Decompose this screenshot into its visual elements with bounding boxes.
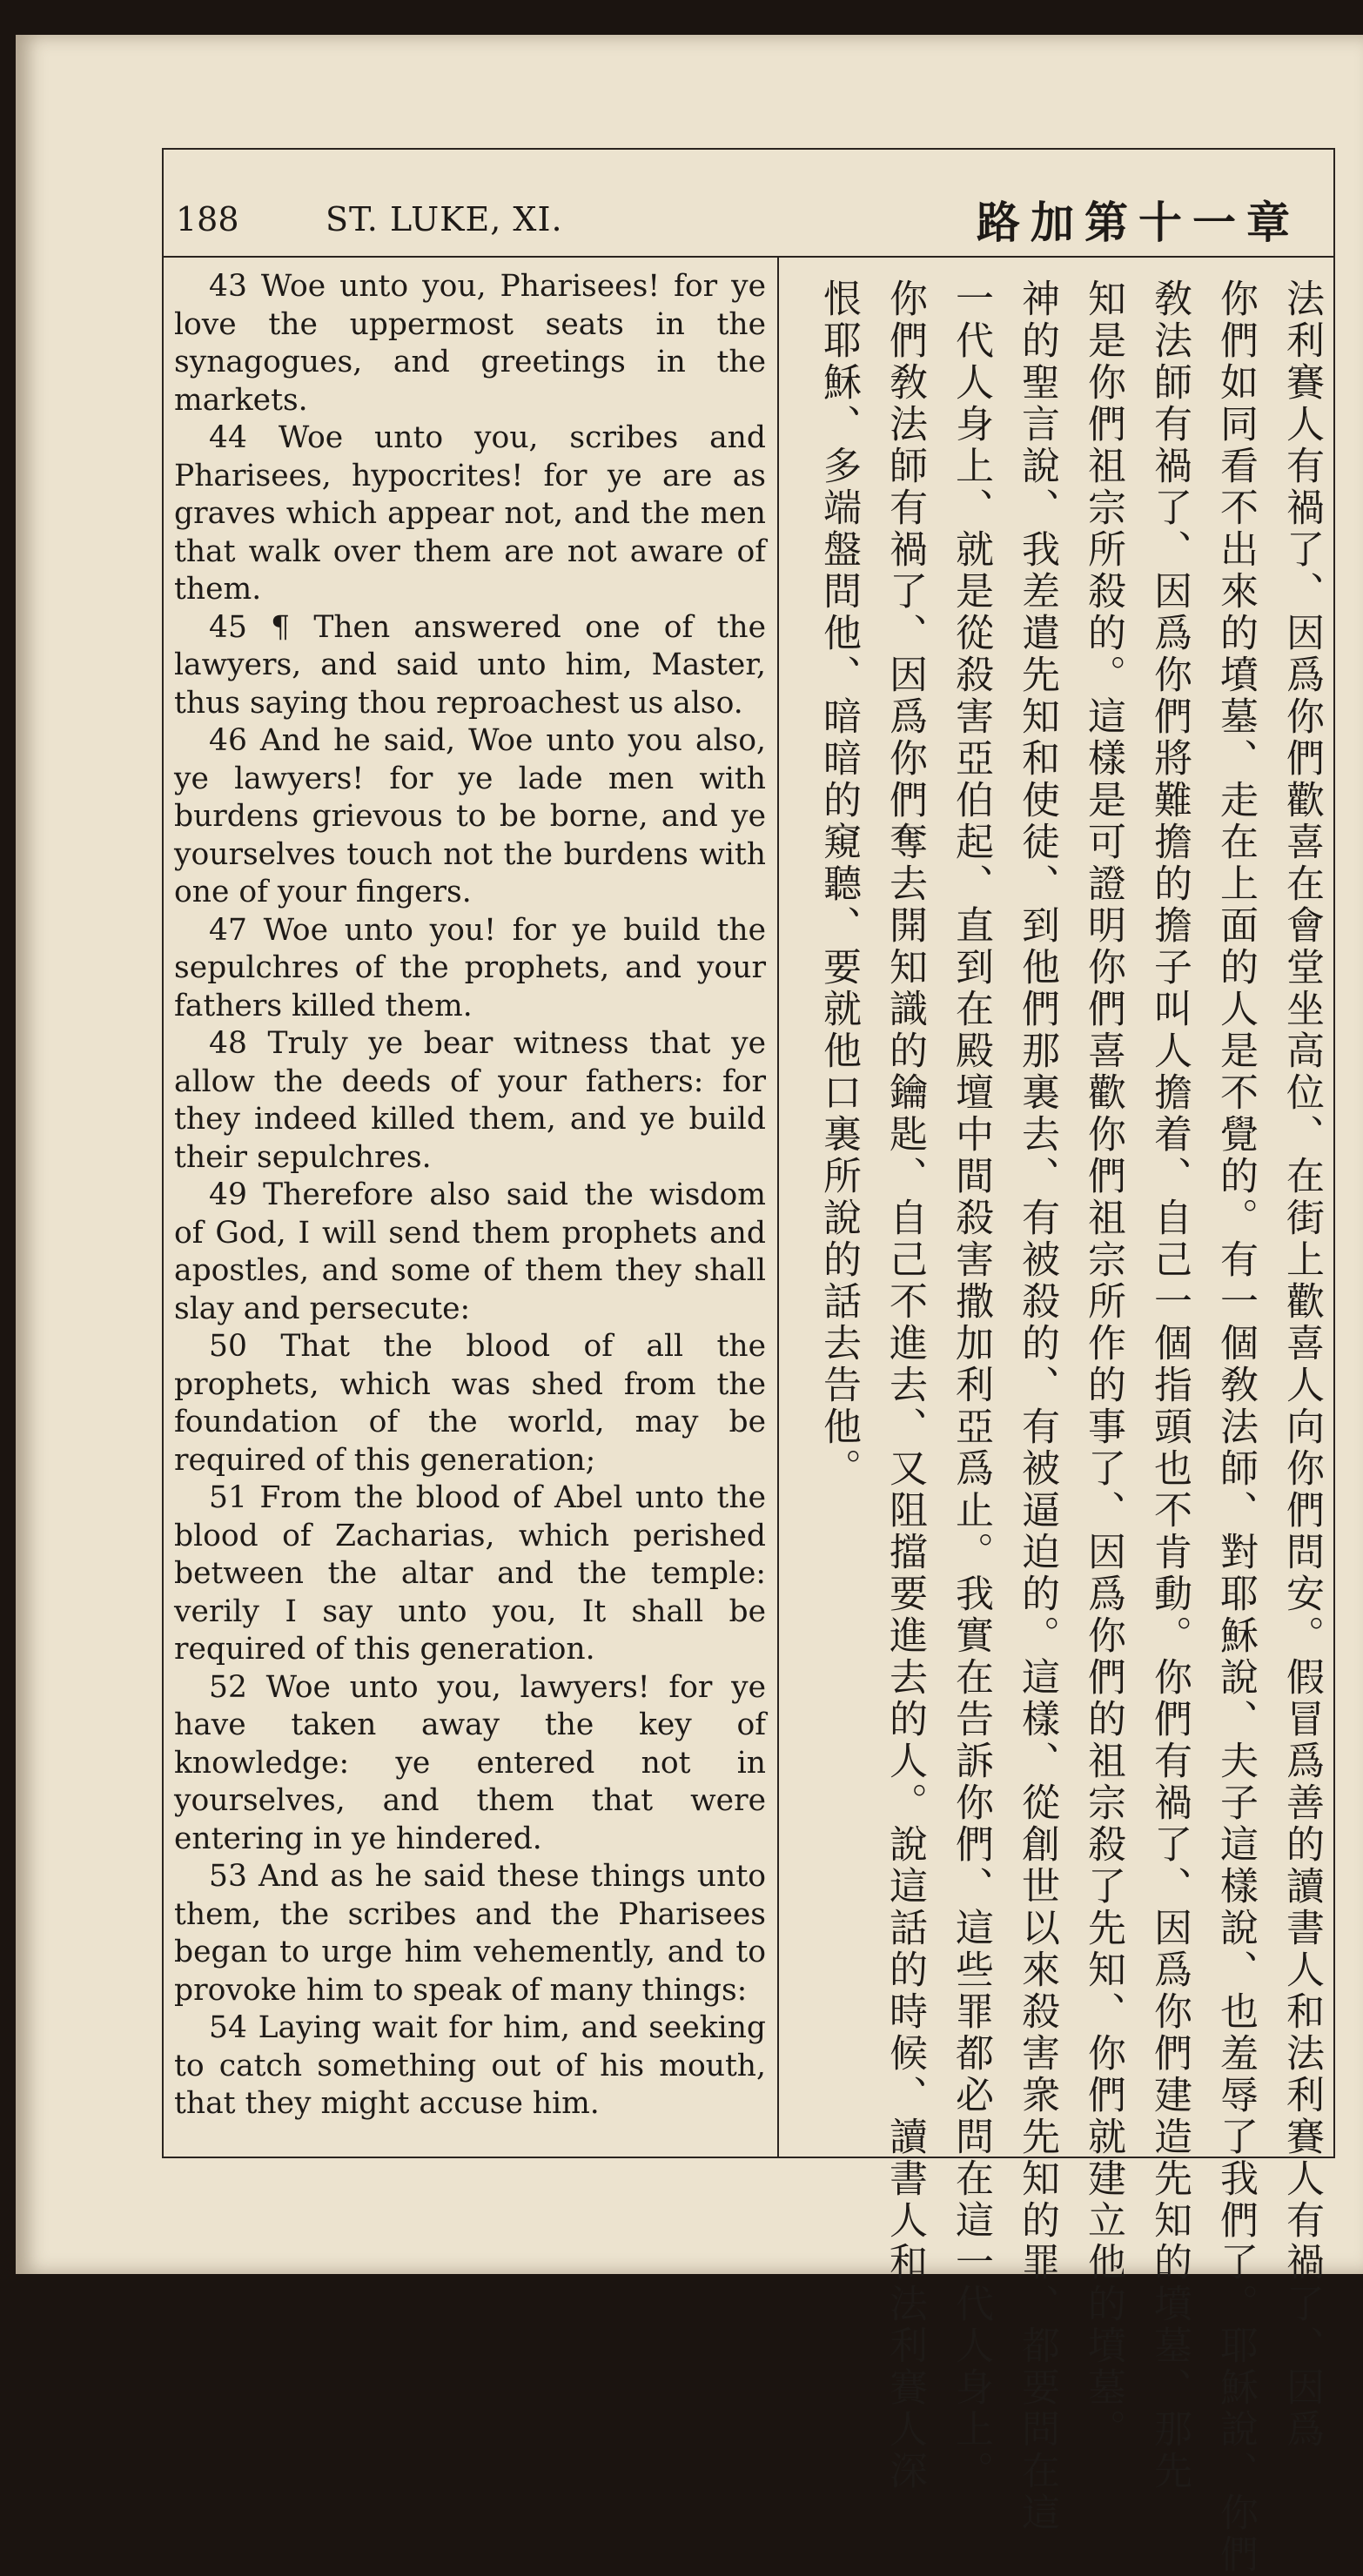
- verse-50: 50 That the blood of all the prophets, which was shed from the foundation of the world, may be required of this generation;: [174, 1329, 766, 1478]
- chinese-line: 法利賽人有禍了、因爲你們歡喜在會堂坐高位、在街上歡喜人向你們問安。假冒爲善的讀書人和法利賽人有禍了、因爲: [1279, 278, 1324, 2451]
- verse-48: 48 Truly ye bear witness that ye allow the deeds of your fathers: for they indeed killed them, and ye build their sepulchres.: [174, 1026, 766, 1175]
- chinese-line: 神的聖言說、我差遣先知和使徒、到他們那裏去、有被殺的、有被逼迫的。這樣、從創世以來殺害衆先知的罪、都要問在這: [1015, 278, 1059, 2534]
- chinese-text-column: [783, 261, 1332, 2576]
- page-header: [162, 148, 1335, 258]
- chinese-running-head: 路加第十一章: [977, 198, 1300, 248]
- verse-47: 47 Woe unto you! for ye build the sepulchres of the prophets, and your fathers killed them.: [174, 912, 766, 1023]
- english-text-column: [174, 261, 766, 2141]
- verse-45: 45 ¶ Then answered one of the lawyers, and said unto him, Master, thus saying thou reproachest us also.: [174, 609, 766, 721]
- chinese-line: 敎法師有禍了、因爲你們將難擔的擔子叫人擔着、自己一個指頭也不肯動。你們有禍了、因爲你們建造先知的墳墓、那先: [1147, 278, 1192, 2492]
- verse-53: 53 And as he said these things unto them, the scribes and the Pharisees began to urge him vehemently, and to provoke him to speak of many things:: [174, 1859, 766, 2008]
- verse-49: 49 Therefore also said the wisdom of God, I will send them prophets and apostles, and some of them they shall slay and persecute:: [174, 1177, 766, 1326]
- verse-43: 43 Woe unto you, Pharisees! for ye love the uppermost seats in the synagogues, and greetings in the markets.: [174, 269, 766, 418]
- page-number: 188: [176, 200, 239, 238]
- verse-54: 54 Laying wait for him, and seeking to catch something out of his mouth, that they might accuse him.: [174, 2010, 766, 2121]
- verse-51: 51 From the blood of Abel unto the blood of Zacharias, which perished between the altar and the temple: verily I say unto you, It shall be required of this generation.: [174, 1480, 766, 1667]
- verse-46: 46 And he said, Woe unto you also, ye lawyers! for ye lade men with burdens grievous to be borne, and ye yourselves touch not the burdens with one of your fingers.: [174, 723, 766, 909]
- column-divider: [777, 258, 779, 2157]
- chinese-line: 你們敎法師有禍了、因爲你們奪去開知識的鑰匙、自己不進去、又阻擋要進去的人。說這話的時候、讀書人和法利賽人深: [883, 278, 927, 2492]
- verse-44: 44 Woe unto you, scribes and Pharisees, hypocrites! for ye are as graves which appear not, and the men that walk over them are not aware of them.: [174, 420, 766, 607]
- running-head: ST. LUKE, XI.: [326, 200, 563, 238]
- chinese-line: 你們如同看不出來的墳墓、走在上面的人是不覺的。有一個敎法師、對耶穌說、夫子這樣說、也羞辱了我們了。耶穌說、你們: [1213, 278, 1258, 2576]
- verse-52: 52 Woe unto you, lawyers! for ye have taken away the key of knowledge: ye entered not in yourselves, and them that were entering in ye hindered.: [174, 1669, 766, 1856]
- chinese-line: 知是你們祖宗所殺的。這樣是可證明你們喜歡你們祖宗所作的事了、因爲你們的祖宗殺了先知、你們就建立他的墳墓。: [1081, 278, 1125, 2451]
- chinese-line: 恨耶穌、多端盤問他、暗暗的窺聽、要就他口裏所說的話去告他。: [816, 278, 861, 1490]
- chinese-line: 一代人身上、就是從殺害亞伯起、直到在殿壇中間殺害撒加利亞爲止。我實在告訴你們、這些罪都必問在這一代人身上。: [949, 278, 993, 2492]
